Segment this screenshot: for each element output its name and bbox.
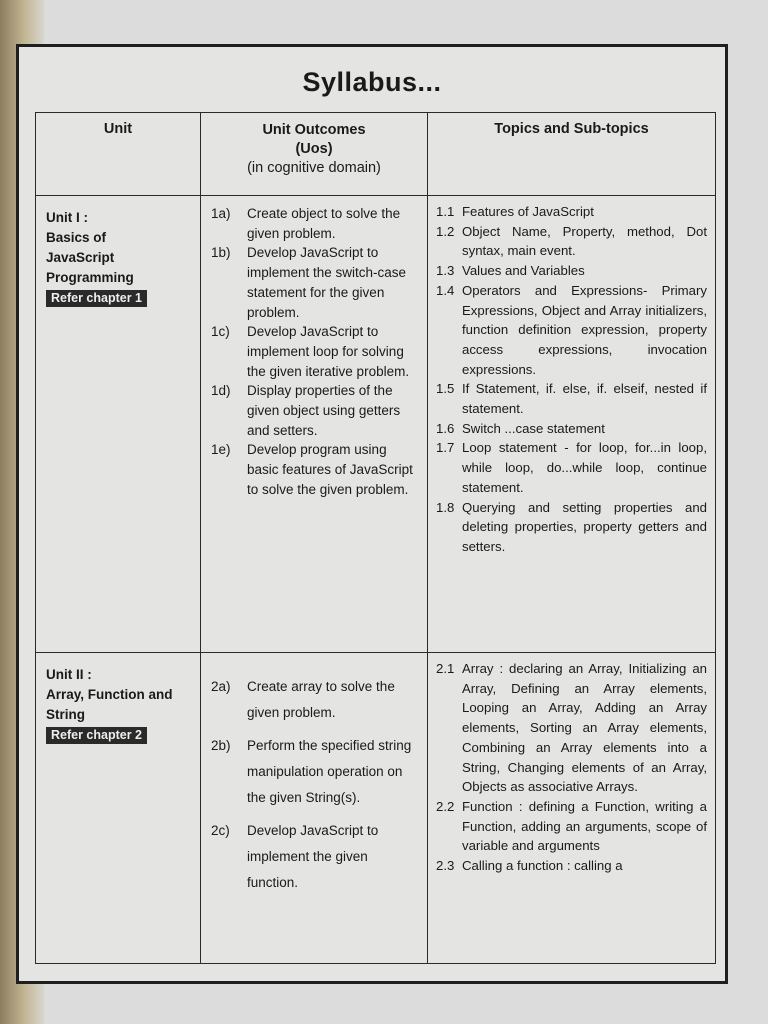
- syllabus-table: [35, 112, 716, 964]
- unit-cell: Unit I : Basics of JavaScript Programming Refer chapter 1: [36, 196, 201, 653]
- list-item: 1.5 If Statement, if. else, if. elseif, nested if statement.: [436, 381, 707, 417]
- list-item: 1a) Create object to solve the given problem.: [211, 206, 401, 241]
- list-item: 2b) Perform the specified string manipulation operation on the given String(s).: [211, 738, 412, 805]
- table-row: [36, 196, 716, 653]
- list-item: 1.1 Features of JavaScript: [436, 204, 594, 219]
- table-header-row: [36, 113, 716, 196]
- syllabus-page: [16, 44, 728, 984]
- list-item: 1b) Develop JavaScript to implement the switch-case statement for the given problem.: [211, 245, 407, 320]
- list-item: 1.3 Values and Variables: [436, 263, 585, 279]
- list-item: 2a) Create array to solve the given problem.: [211, 679, 395, 720]
- outcomes-cell: [201, 196, 428, 653]
- header-unit: Unit: [36, 113, 201, 196]
- list-item: 2.2 Function : defining a Function, writing a Function, adding an arguments, scope of variable and arguments: [436, 798, 707, 854]
- list-item: 1.2 Object Name, Property, method, Dot syntax, main event.: [436, 223, 707, 259]
- list-item: 2.1 Array : declaring an Array, Initializing an Array, Defining an Array elements, Looping an Array, Adding an Array elements, Sorting an Array elements, Combining an Array elements into a String, Changing elements of an Array, Objects as associative Arrays.: [436, 661, 707, 795]
- list-item: 1.6 Switch ...case statement: [436, 420, 605, 436]
- list-item: 1.8 Querying and setting properties and deleting properties, property getters and setters.: [436, 499, 707, 554]
- table-row: [36, 653, 716, 964]
- chapter-tag: Refer chapter 2: [46, 727, 147, 744]
- topics-cell: [428, 653, 716, 964]
- page-title: Syllabus...: [302, 67, 442, 97]
- list-item: 1e) Develop program using basic features of JavaScript to solve the given problem.: [211, 442, 413, 497]
- header-topics: Topics and Sub-topics: [428, 113, 716, 196]
- header-outcomes: Unit Outcomes (Uos) (in cognitive domain): [201, 113, 428, 196]
- list-item: 1c) Develop JavaScript to implement loop for solving the given iterative problem.: [211, 324, 410, 379]
- unit-cell: Unit II : Array, Function and String Refer chapter 2: [36, 653, 201, 964]
- unit-name: Basics of JavaScript Programming: [46, 230, 134, 285]
- chapter-tag: Refer chapter 1: [46, 290, 147, 307]
- topics-cell: [428, 196, 716, 653]
- unit-name: Array, Function and String: [46, 687, 173, 722]
- list-item: 2.3 Calling a function : calling a: [436, 858, 623, 874]
- list-item: 1d) Display properties of the given object using getters and setters.: [211, 383, 401, 438]
- list-item: 1.4 Operators and Expressions- Primary Expressions, Object and Array initializers, function definition expression, property access expressions, invocation expressions.: [436, 282, 707, 377]
- outcomes-cell: [201, 653, 428, 964]
- list-item: 2c) Develop JavaScript to implement the given function.: [211, 823, 379, 890]
- list-item: 1.7 Loop statement - for loop, for...in loop, while loop, do...while loop, continue statement.: [436, 440, 707, 495]
